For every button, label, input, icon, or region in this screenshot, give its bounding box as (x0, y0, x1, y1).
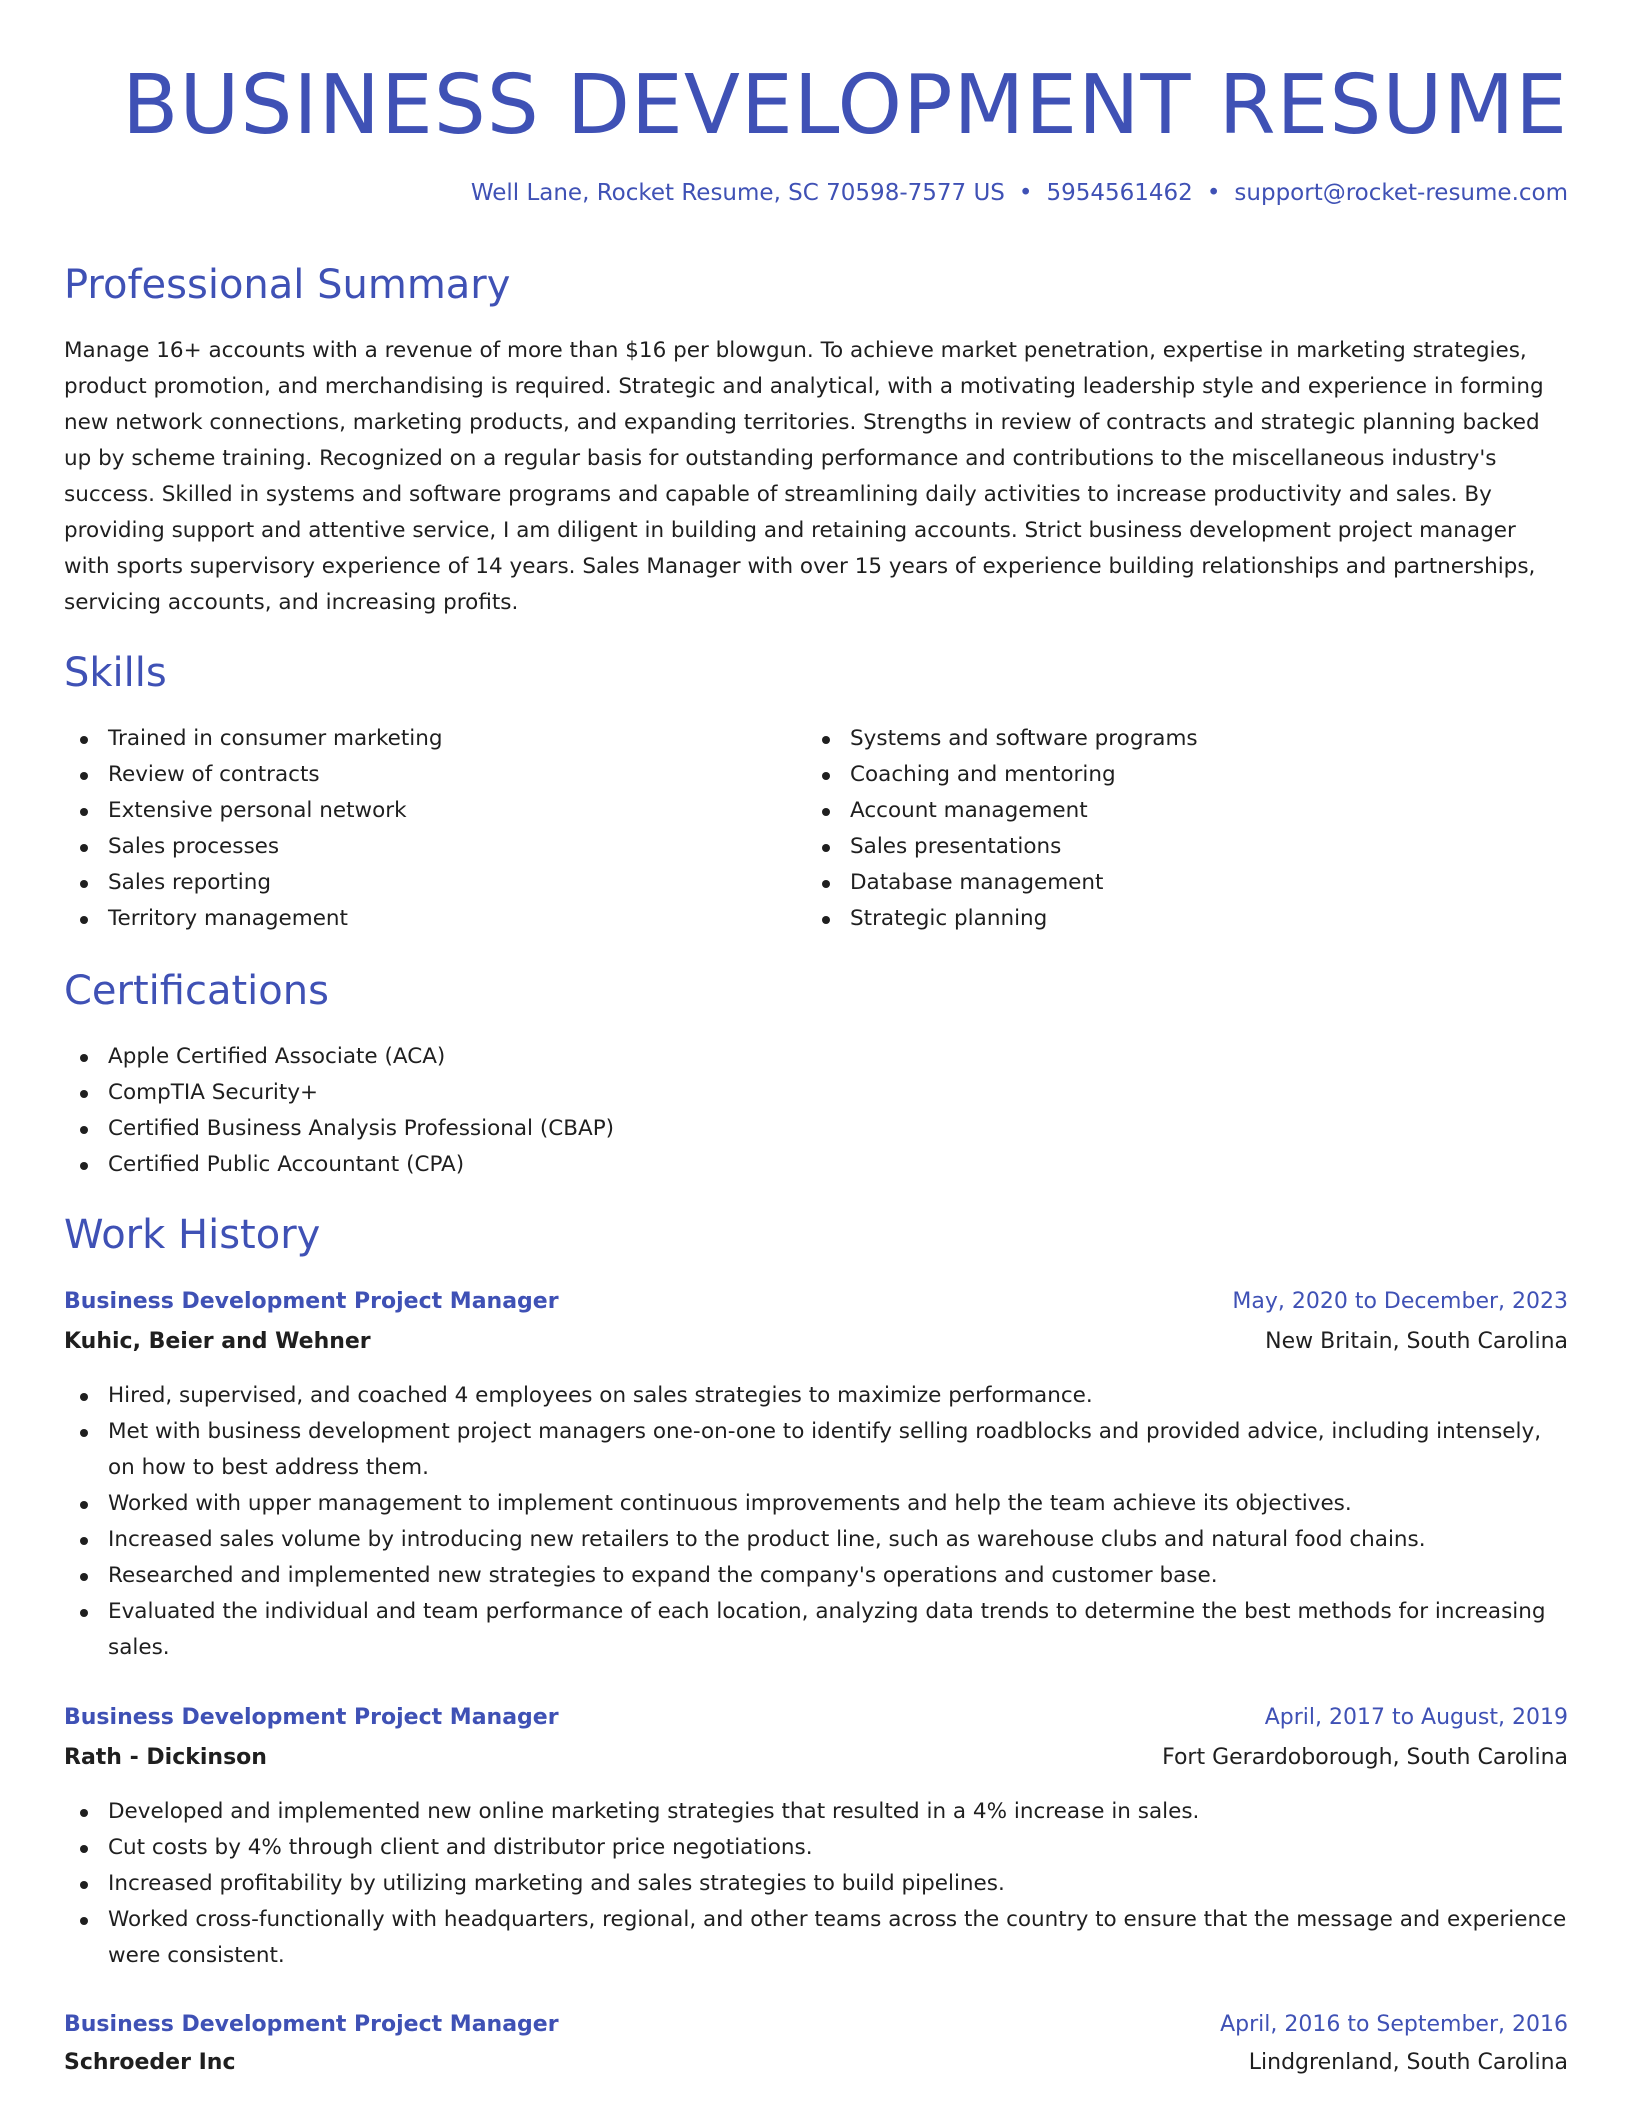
skill-item: Trained in consumer marketing (64, 721, 443, 757)
skill-item: Coaching and mentoring (806, 757, 1198, 793)
skills-heading: Skills (64, 650, 167, 696)
contact-line (471, 180, 1568, 206)
job-bullet: Worked cross-functionally with headquarters, regional, and other teams across the country to ensure that the message and experience were consistent. (64, 1902, 1568, 1974)
certification-item: CompTIA Security+ (64, 1075, 614, 1111)
skill-item: Review of contracts (64, 757, 443, 793)
skill-item: Systems and software programs (806, 721, 1198, 757)
job-company-row (64, 2050, 1568, 2086)
contact-separator: • (1206, 180, 1221, 206)
certification-item: Certified Public Accountant (CPA) (64, 1147, 614, 1183)
job-location: Lindgrenland, South Carolina (1248, 2050, 1568, 2075)
job-bullet: Increased sales volume by introducing new retailers to the product line, such as warehouse clubs and natural food chains. (64, 1522, 1568, 1558)
job-dates: April, 2017 to August, 2019 (1264, 1705, 1568, 1730)
job-bullet: Researched and implemented new strategies to expand the company's operations and customer base. (64, 1558, 1568, 1594)
job-bullet: Met with business development project managers one-on-one to identify selling roadblocks and provided advice, including intensely, on how to best address them. (64, 1414, 1568, 1486)
job-bullet: Cut costs by 4% through client and distributor price negotiations. (64, 1830, 1568, 1866)
job-dates: May, 2020 to December, 2023 (1232, 1289, 1568, 1314)
skills-list-left (64, 721, 443, 937)
job-bullet: Worked with upper management to implement continuous improvements and help the team achieve its objectives. (64, 1486, 1568, 1522)
skill-item: Sales presentations (806, 829, 1198, 865)
summary-text: Manage 16+ accounts with a revenue of more than $16 per blowgun. To achieve market penetration, expertise in marketing strategies, product promotion, and merchandising is required. Strategic and analytical, with a motivating leadership style and experience in forming new network connections, marketing products, and expanding territories. Strengths in review of contracts and strategic planning backed up by scheme training. Recognized on a regular basis for outstanding performance and contributions to the miscellaneous industry's success. Skilled in systems and software programs and capable of streamlining daily activities to increase productivity and sales. By providing support and attentive service, I am diligent in building and retaining accounts. Strict business development project manager with sports supervisory experience of 14 years. Sales Manager with over 15 years of experience building relationships and partnerships, servicing accounts, and increasing profits. (64, 338, 1544, 615)
work-history-heading: Work History (64, 1212, 321, 1258)
skill-item: Extensive personal network (64, 793, 443, 829)
job-title: Business Development Project Manager (64, 1289, 559, 1314)
job-company: Kuhic, Beier and Wehner (64, 1329, 371, 1354)
job-title: Business Development Project Manager (64, 2012, 559, 2037)
job-header (64, 1289, 1568, 1325)
skill-item: Account management (806, 793, 1198, 829)
job-dates: April, 2016 to September, 2016 (1220, 2012, 1568, 2037)
contact-separator: • (1018, 180, 1033, 206)
contact-email[interactable]: support@rocket-resume.com (1234, 180, 1568, 206)
skills-list-right (806, 721, 1198, 937)
contact-address: Well Lane, Rocket Resume, SC 70598-7577 US (470, 180, 1005, 206)
job-bullet: Evaluated the individual and team performance of each location, analyzing data trends to determine the best methods for increasing sales. (64, 1594, 1568, 1666)
job-company: Schroeder Inc (64, 2050, 236, 2075)
skill-item: Sales reporting (64, 865, 443, 901)
job-header (64, 1705, 1568, 1741)
certification-item: Certified Business Analysis Professional (CBAP) (64, 1111, 614, 1147)
contact-phone: 5954561462 (1046, 180, 1193, 206)
job-location: Fort Gerardoborough, South Carolina (1162, 1745, 1568, 1770)
job-bullet: Hired, supervised, and coached 4 employees on sales strategies to maximize performance. (64, 1378, 1568, 1414)
job-company-row (64, 1329, 1568, 1365)
certification-item: Apple Certified Associate (ACA) (64, 1039, 614, 1075)
job-header (64, 2012, 1568, 2048)
job-bullet: Developed and implemented new online marketing strategies that resulted in a 4% increase in sales. (64, 1794, 1568, 1830)
certifications-heading: Certifications (64, 968, 329, 1014)
job-company-row (64, 1745, 1568, 1781)
skill-item: Strategic planning (806, 901, 1198, 937)
certifications-list (64, 1039, 614, 1183)
job-location: New Britain, South Carolina (1265, 1329, 1568, 1354)
skill-item: Sales processes (64, 829, 443, 865)
summary-heading: Professional Summary (64, 262, 511, 308)
resume-title: BUSINESS DEVELOPMENT RESUME (122, 58, 1568, 153)
job-company: Rath - Dickinson (64, 1745, 267, 1770)
job-bullets (64, 1378, 1568, 1666)
job-title: Business Development Project Manager (64, 1705, 559, 1730)
job-bullet: Increased profitability by utilizing marketing and sales strategies to build pipelines. (64, 1866, 1568, 1902)
skill-item: Database management (806, 865, 1198, 901)
skill-item: Territory management (64, 901, 443, 937)
job-bullets (64, 1794, 1568, 1974)
